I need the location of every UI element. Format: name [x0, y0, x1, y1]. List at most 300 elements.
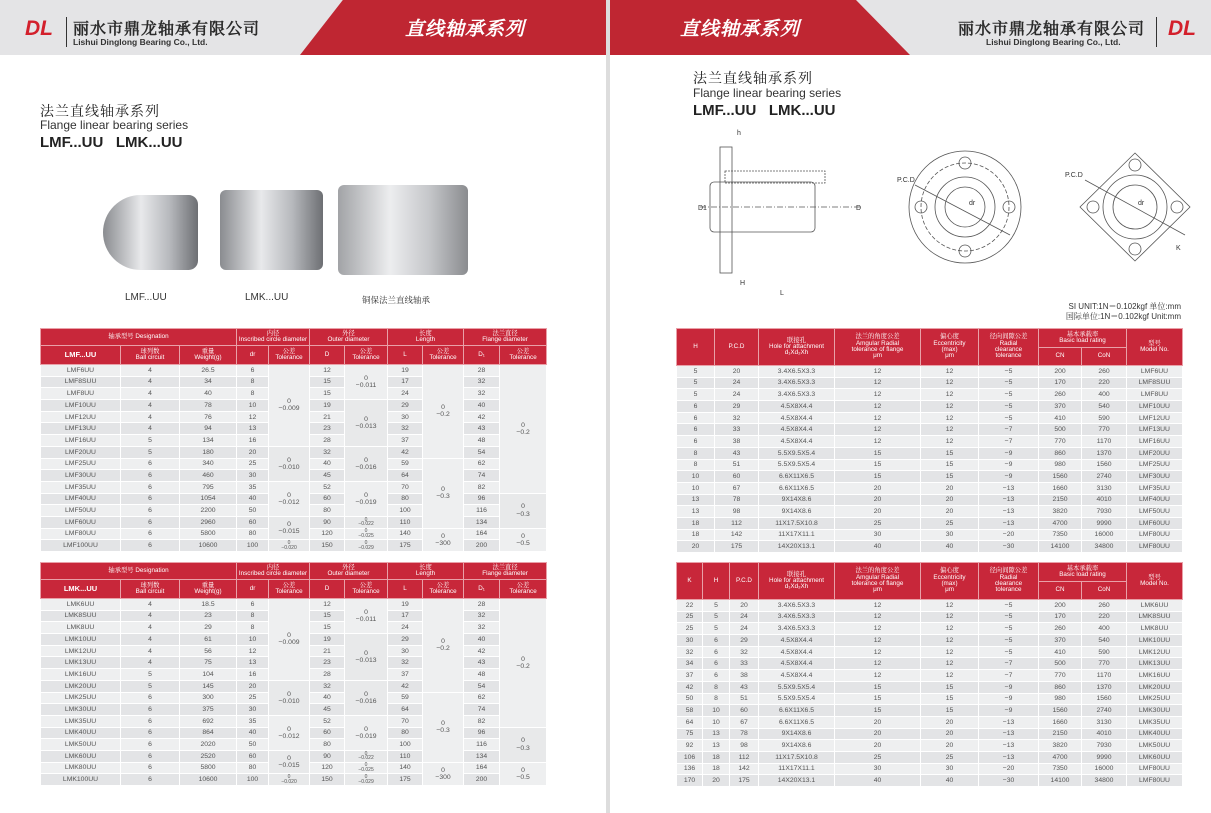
tolerance-D: 0 −0.011 [345, 365, 388, 400]
table-row [677, 670, 1183, 682]
cell: −5 [979, 611, 1039, 623]
cell: 51 [730, 693, 759, 705]
cell: 540 [1082, 401, 1127, 413]
cell: 51 [715, 459, 759, 471]
model: LMK30UU [41, 704, 121, 716]
label-dr-square: dr [1138, 200, 1145, 207]
cell: 12 [835, 600, 921, 612]
length: 19 [388, 599, 423, 611]
cell: 34 [677, 658, 703, 670]
cell: 500 [1039, 424, 1082, 436]
length: 24 [388, 622, 423, 634]
weight: 795 [180, 481, 237, 493]
cell: 15 [921, 459, 979, 471]
cell: LMF50UU [1127, 506, 1183, 518]
cell: 6 [677, 424, 715, 436]
header-cn: CN [1039, 582, 1082, 600]
cell: LMK25UU [1127, 693, 1183, 705]
flange-d1: 54 [464, 680, 500, 692]
cell: 9X14X8.6 [759, 506, 835, 518]
model: LMK35UU [41, 715, 121, 727]
cell: 33 [730, 658, 759, 670]
cell: 5.5X9.5X5.4 [759, 447, 835, 459]
model: LMF40UU [41, 493, 121, 505]
flange-d1: 82 [464, 715, 500, 727]
flange-d1: 82 [464, 481, 500, 493]
cell: 42 [677, 681, 703, 693]
company-logo: DL [25, 17, 53, 40]
cell: 260 [1039, 623, 1082, 635]
length: 110 [388, 516, 423, 528]
dr: 80 [237, 528, 269, 540]
weight: 300 [180, 692, 237, 704]
cell: 1170 [1082, 436, 1127, 448]
title-cn: 法兰直线轴承系列 [40, 103, 160, 119]
model: LMK40UU [41, 727, 121, 739]
table-row [677, 459, 1183, 471]
tolerance-dr: 0 −0.020 [269, 774, 310, 786]
cell: 12 [921, 436, 979, 448]
cell: −5 [979, 412, 1039, 424]
table-row [677, 494, 1183, 506]
flange-d1: 116 [464, 505, 500, 517]
title-cn-right: 法兰直线轴承系列 [693, 70, 813, 86]
dr: 13 [237, 657, 269, 669]
model: LMK6UU [41, 599, 121, 611]
drawing-round-flange [897, 151, 1021, 263]
cell: LMF6UU [1127, 366, 1183, 378]
table-row [677, 728, 1183, 740]
table-row [677, 471, 1183, 483]
tolerance-dr: 0 −0.010 [269, 680, 310, 715]
cell: 15 [835, 693, 921, 705]
flange-d1: 74 [464, 470, 500, 482]
cell: 34800 [1082, 775, 1127, 787]
cell: 40 [835, 541, 921, 553]
table-row [41, 599, 547, 611]
company-logo-right: DL [1168, 17, 1196, 40]
cell: 10 [703, 705, 730, 717]
cell: 13 [677, 494, 715, 506]
model: LMF100UU [41, 540, 121, 552]
cell: 260 [1082, 600, 1127, 612]
cell: 13 [703, 740, 730, 752]
cell: 112 [715, 517, 759, 529]
tolerance-D: 0 −0.019 [345, 481, 388, 516]
cell: −9 [979, 471, 1039, 483]
cell: 30 [921, 763, 979, 775]
cell: −13 [979, 716, 1039, 728]
ball-circuit: 6 [121, 516, 180, 528]
header-tol: 公差 Tolerance [500, 580, 547, 599]
weight: 134 [180, 435, 237, 447]
weight: 34 [180, 376, 237, 388]
header-tol: 公差 Tolerance [423, 346, 464, 365]
cell: LMK20UU [1127, 681, 1183, 693]
length: 59 [388, 692, 423, 704]
cell: 112 [730, 751, 759, 763]
length: 42 [388, 680, 423, 692]
outer-d: 90 [310, 516, 345, 528]
ball-circuit: 5 [121, 446, 180, 458]
dr: 80 [237, 762, 269, 774]
cell: 32 [715, 412, 759, 424]
outer-d: 80 [310, 739, 345, 751]
flange-d1: 48 [464, 669, 500, 681]
cell: 40 [921, 775, 979, 787]
ball-circuit: 4 [121, 657, 180, 669]
flange-d1: 42 [464, 645, 500, 657]
cell: 20 [835, 716, 921, 728]
header-cn: CN [1039, 348, 1082, 366]
cell: 770 [1082, 658, 1127, 670]
photo-copper-flange [338, 185, 468, 275]
cell: 12 [835, 389, 921, 401]
cell: 4.5X8X4.4 [759, 412, 835, 424]
label-L: L [780, 290, 784, 297]
cell: LMK50UU [1127, 740, 1183, 752]
tolerance-dr: 0 −0.010 [269, 446, 310, 481]
length: 100 [388, 739, 423, 751]
cell: 6 [677, 401, 715, 413]
ball-circuit: 4 [121, 610, 180, 622]
cell: 15 [835, 471, 921, 483]
cell: 370 [1039, 401, 1082, 413]
table-row [677, 705, 1183, 717]
cell: LMF16UU [1127, 436, 1183, 448]
ball-circuit: 4 [121, 622, 180, 634]
flange-d1: 40 [464, 400, 500, 412]
outer-d: 15 [310, 610, 345, 622]
outer-d: 60 [310, 727, 345, 739]
label-h: h [737, 130, 741, 137]
flange-d1: 164 [464, 528, 500, 540]
cell: 40 [835, 775, 921, 787]
ball-circuit: 6 [121, 762, 180, 774]
header-D: D [310, 580, 345, 599]
length: 70 [388, 481, 423, 493]
cell: 7350 [1039, 529, 1082, 541]
label-pcd: P.C.D [897, 177, 915, 184]
table-row [41, 516, 547, 528]
tolerance-dr: 0 −0.012 [269, 481, 310, 516]
model: LMF35UU [41, 481, 121, 493]
table-row [41, 365, 547, 377]
cell: 15 [835, 681, 921, 693]
dr: 25 [237, 692, 269, 704]
cell: LMK10UU [1127, 635, 1183, 647]
cell: 43 [715, 447, 759, 459]
cell: 18 [677, 517, 715, 529]
cell: LMK16UU [1127, 670, 1183, 682]
cell: 12 [921, 658, 979, 670]
model: LMK25UU [41, 692, 121, 704]
length: 30 [388, 411, 423, 423]
cell: 3.4X6.5X3.3 [759, 611, 835, 623]
ball-circuit: 6 [121, 505, 180, 517]
tolerance-D: 0 −0.013 [345, 400, 388, 447]
cell: −20 [979, 529, 1039, 541]
cell: 20 [921, 716, 979, 728]
weight: 61 [180, 634, 237, 646]
cell: 260 [1082, 366, 1127, 378]
header-inner: 内径 Inscribed circle diameter [237, 563, 310, 580]
cell: 3.4X6.5X3.3 [759, 600, 835, 612]
header-tol: 公差 Tolerance [345, 580, 388, 599]
ball-circuit: 4 [121, 645, 180, 657]
outer-d: 80 [310, 505, 345, 517]
outer-d: 52 [310, 481, 345, 493]
drawing-balls [725, 171, 825, 183]
outer-d: 52 [310, 715, 345, 727]
length: 70 [388, 715, 423, 727]
cell: 20 [715, 366, 759, 378]
cell: 3.4X6.5X3.3 [759, 389, 835, 401]
cell: 34800 [1082, 541, 1127, 553]
dr: 40 [237, 493, 269, 505]
cell: 6 [703, 670, 730, 682]
cell: 6.6X11X6.5 [759, 705, 835, 717]
tolerance-D: 0 −0.022 [345, 516, 388, 528]
cell: 14X20X13.1 [759, 541, 835, 553]
cell: 12 [921, 600, 979, 612]
weight: 29 [180, 622, 237, 634]
model: LMK8SUU [41, 610, 121, 622]
ball-circuit: 4 [121, 376, 180, 388]
cell: 78 [715, 494, 759, 506]
outer-d: 15 [310, 622, 345, 634]
outer-d: 60 [310, 493, 345, 505]
cell: 67 [715, 482, 759, 494]
cell: 1560 [1082, 693, 1127, 705]
length: 17 [388, 376, 423, 388]
cell: 6.6X11X6.5 [759, 471, 835, 483]
ball-circuit: 4 [121, 411, 180, 423]
lmf-dimension-table [40, 328, 547, 552]
cell: 4010 [1082, 728, 1127, 740]
length: 32 [388, 423, 423, 435]
dr: 16 [237, 669, 269, 681]
cell: 67 [730, 716, 759, 728]
table-row [677, 681, 1183, 693]
cell: 12 [835, 670, 921, 682]
flange-d1: 32 [464, 376, 500, 388]
cell: LMK60UU [1127, 751, 1183, 763]
drawing-square-flange [1065, 153, 1190, 261]
flange-d1: 40 [464, 634, 500, 646]
header-K: K [677, 563, 703, 600]
table-row [677, 424, 1183, 436]
header-weight: 重量 Weight(g) [180, 580, 237, 599]
ball-circuit: 6 [121, 692, 180, 704]
weight: 340 [180, 458, 237, 470]
cell: 6 [703, 658, 730, 670]
ball-circuit: 4 [121, 388, 180, 400]
cell: 5 [703, 600, 730, 612]
header-D1: D₁ [464, 580, 500, 599]
ball-circuit: 6 [121, 774, 180, 786]
length: 64 [388, 704, 423, 716]
header-ecc: 偏心度 Eccentricity (max) μm [921, 329, 979, 366]
cell: 142 [730, 763, 759, 775]
table-row [677, 389, 1183, 401]
cell: 11X17.5X10.8 [759, 517, 835, 529]
title-models: LMF...UU LMK...UU [40, 134, 183, 151]
label-pcd-square: P.C.D [1065, 172, 1083, 179]
table-row [41, 680, 547, 692]
weight: 2020 [180, 739, 237, 751]
dr: 12 [237, 645, 269, 657]
cell: 3130 [1082, 482, 1127, 494]
outer-d: 28 [310, 669, 345, 681]
table-row [41, 540, 547, 552]
cell: 20 [921, 728, 979, 740]
cell: 9X14X8.6 [759, 740, 835, 752]
cell: 220 [1082, 377, 1127, 389]
header-model: 型号 Model No. [1127, 563, 1183, 600]
tolerance-dr: 0 −0.015 [269, 750, 310, 773]
weight: 375 [180, 704, 237, 716]
cell: 9990 [1082, 751, 1127, 763]
outer-d: 23 [310, 657, 345, 669]
tolerance-L: 0 −300 [423, 762, 464, 785]
cell: 22 [677, 600, 703, 612]
cell: LMK35UU [1127, 716, 1183, 728]
cell: 9X14X8.6 [759, 494, 835, 506]
cell: 3130 [1082, 716, 1127, 728]
cell: 12 [835, 436, 921, 448]
tolerance-D: 0 −0.019 [345, 715, 388, 750]
cell: LMF25UU [1127, 459, 1183, 471]
flange-d1: 32 [464, 622, 500, 634]
cell: 98 [715, 506, 759, 518]
model: LMK100UU [41, 774, 121, 786]
cell: 14100 [1039, 775, 1082, 787]
model: LMF30UU [41, 470, 121, 482]
cell: 12 [835, 658, 921, 670]
cell: 980 [1039, 693, 1082, 705]
dr: 8 [237, 388, 269, 400]
tolerance-D1: 0 −0.3 [500, 493, 547, 528]
label-D: D [856, 205, 862, 212]
table-row [677, 377, 1183, 389]
length: 140 [388, 762, 423, 774]
photo-lmk [220, 190, 323, 270]
table-row [677, 623, 1183, 635]
flange-d1: 74 [464, 704, 500, 716]
cell: 10 [677, 471, 715, 483]
table-row [677, 366, 1183, 378]
cell: 770 [1082, 424, 1127, 436]
page-gutter [606, 0, 610, 813]
outer-d: 23 [310, 423, 345, 435]
header-ball: 球列数 Ball circuit [121, 346, 180, 365]
model: LMF6UU [41, 365, 121, 377]
label-K: K [1176, 245, 1181, 252]
flange-d1: 134 [464, 516, 500, 528]
cell: −20 [979, 763, 1039, 775]
outer-d: 15 [310, 376, 345, 388]
cell: LMF20UU [1127, 447, 1183, 459]
length: 175 [388, 540, 423, 552]
flange-d1: 134 [464, 750, 500, 762]
dr: 30 [237, 470, 269, 482]
cell: 29 [730, 635, 759, 647]
cell: 136 [677, 763, 703, 775]
lmk-dimension-table [40, 562, 547, 786]
cell: 18 [703, 751, 730, 763]
header-hole: 联接孔 Hole for attachment d₁Xd₂Xh [759, 329, 835, 366]
dr: 100 [237, 540, 269, 552]
title-models-right: LMF...UU LMK...UU [693, 102, 836, 119]
cell: −13 [979, 728, 1039, 740]
dr: 6 [237, 365, 269, 377]
weight: 10600 [180, 774, 237, 786]
cell: 12 [835, 366, 921, 378]
outer-d: 19 [310, 634, 345, 646]
cell: 540 [1082, 635, 1127, 647]
cell: 12 [835, 635, 921, 647]
series-title-right: 直线轴承系列 [680, 19, 801, 40]
cell: 20 [703, 775, 730, 787]
cell: LMK12UU [1127, 646, 1183, 658]
flange-d1: 43 [464, 423, 500, 435]
dr: 20 [237, 446, 269, 458]
length: 30 [388, 645, 423, 657]
cell: 6 [703, 646, 730, 658]
cell: 410 [1039, 646, 1082, 658]
outer-d: 12 [310, 365, 345, 377]
cell: 24 [730, 611, 759, 623]
cell: −13 [979, 751, 1039, 763]
cell: 11X17X11.1 [759, 529, 835, 541]
length: 59 [388, 458, 423, 470]
cell: 1560 [1082, 459, 1127, 471]
cell: 75 [677, 728, 703, 740]
cell: 4.5X8X4.4 [759, 635, 835, 647]
cell: 170 [677, 775, 703, 787]
header-ecc: 偏心度 Eccentricity (max) μm [921, 563, 979, 600]
cell: 20 [677, 541, 715, 553]
cell: 2150 [1039, 728, 1082, 740]
cell: 15 [835, 459, 921, 471]
cell: 13 [677, 506, 715, 518]
cell: 60 [730, 705, 759, 717]
header-tol: 公差 Tolerance [269, 580, 310, 599]
header-model: LMK...UU [41, 580, 121, 599]
weight: 460 [180, 470, 237, 482]
cell: LMF13UU [1127, 424, 1183, 436]
outer-d: 40 [310, 692, 345, 704]
outer-d: 45 [310, 704, 345, 716]
cell: 1660 [1039, 716, 1082, 728]
cell: LMK13UU [1127, 658, 1183, 670]
cell: −7 [979, 658, 1039, 670]
cell: 12 [921, 611, 979, 623]
outer-d: 32 [310, 680, 345, 692]
cell: −13 [979, 517, 1039, 529]
ball-circuit: 5 [121, 669, 180, 681]
flange-d1: 48 [464, 435, 500, 447]
dr: 30 [237, 704, 269, 716]
weight: 56 [180, 645, 237, 657]
tolerance-L: 0 −300 [423, 528, 464, 551]
cell: 3.4X6.5X3.3 [759, 377, 835, 389]
label-dr: dr [969, 200, 976, 207]
model: LMK12UU [41, 645, 121, 657]
cell: 9990 [1082, 517, 1127, 529]
tolerance-dr: 0 −0.015 [269, 516, 310, 539]
